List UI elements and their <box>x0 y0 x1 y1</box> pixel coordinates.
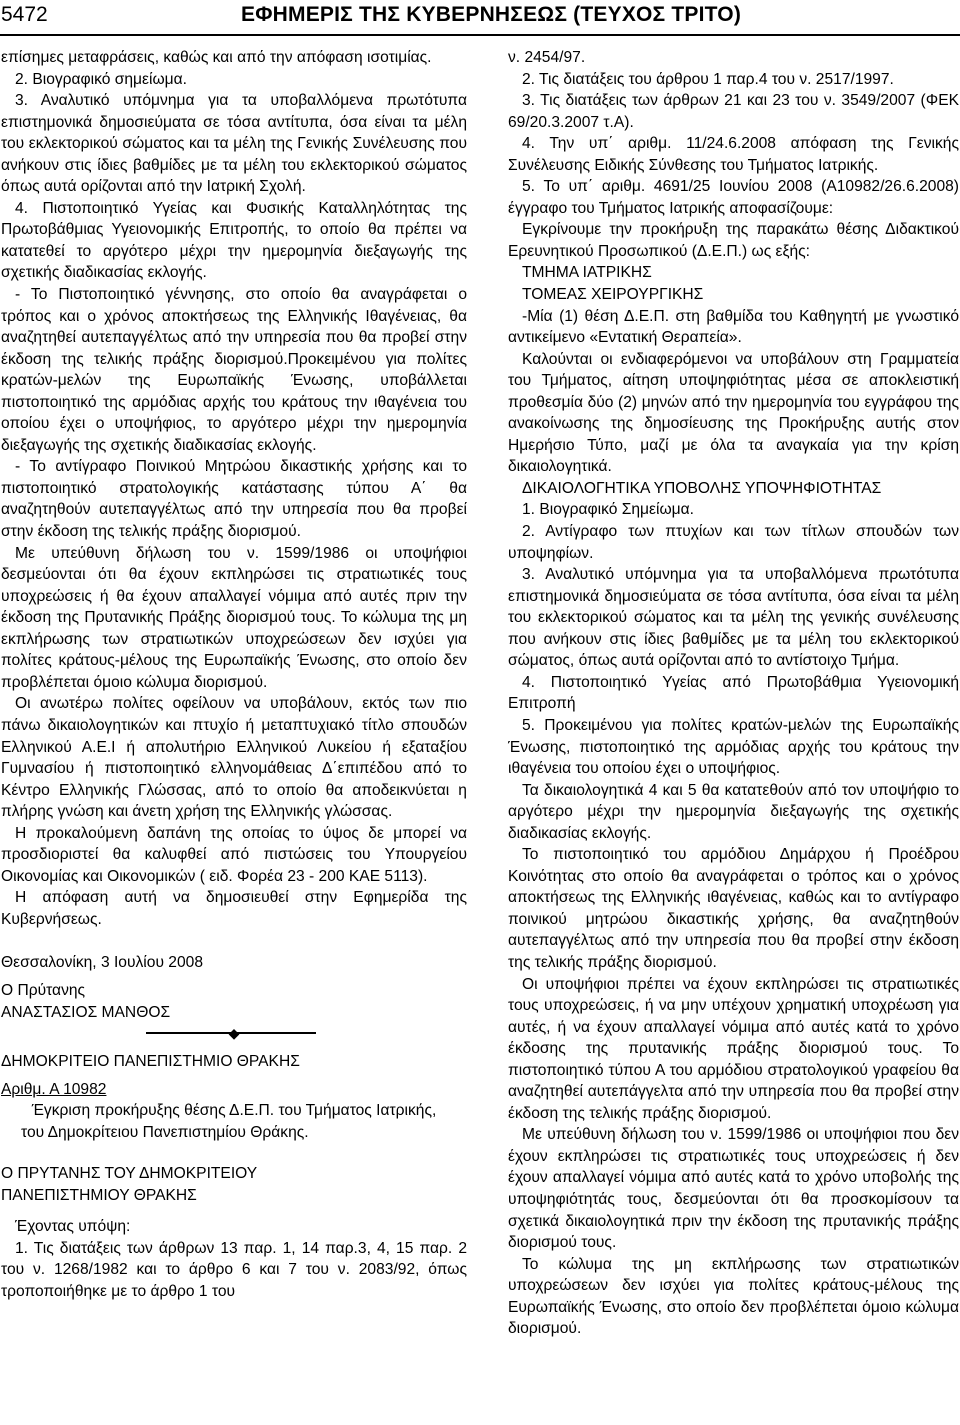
diamond-icon: ◆ <box>228 1025 240 1042</box>
list-item: 1. Βιογραφικό Σημείωμα. <box>522 501 694 519</box>
signer-role: Ο Πρύτανης <box>1 981 86 999</box>
header-rule <box>0 34 960 36</box>
paragraph: Καλούνται οι ενδιαφερόμενοι να υποβάλουν στη Γραμματεία του Τμήματος, αίτηση υποψηφιότητας μέσα σε αποκλειστική προθεσμία δύο (2) μηνών από την ημερομηνία του εγγράφου της ανακοίνωσης της δημοσίευσης της Προκήρυξης αυτής στον Ημερήσιο Τύπο, μαζί με όλα τα αναγκαία για την κρίση δικαιολογητικά. <box>508 350 959 476</box>
paragraph: 4. Την υπ΄ αριθμ. 11/24.6.2008 απόφαση της Γενικής Συνέλευσης Ειδικής Σύνθεσης του Τμήματος Ιατρικής. <box>508 135 959 174</box>
signer-name: ΑΝΑΣΤΑΣΙΟΣ ΜΑΝΘΟΣ <box>1 1003 171 1021</box>
authority-line: ΠΑΝΕΠΙΣΤΗΜΙΟΥ ΘΡΑΚΗΣ <box>1 1186 197 1204</box>
paragraph: - Το Πιστοποιητικό γέννησης, στο οποίο θα αναγράφεται ο τρόπος και ο χρόνος αποκτήσεως της Ελληνικής Ιθαγένειας, θα αναζητηθεί αυτεπαγγέλτως από την υπηρεσία που θα προβεί στην έκδοση της τελικής πράξης διορισμού.Προκειμένου για πολίτες κρατών-μελών της Ευρωπαϊκής Ένωσης, υποβάλλεται πιστοποιητικό της αρμόδιας αρχής του κράτους την ιθαγένεια του οποίου έχει ο υποψήφιος, το αργότερο μέχρι την ημερομηνία διεξαγωγής της σχετικής διαδικασίας εκλογής. <box>1 286 467 454</box>
page-number: 5472 <box>1 3 48 26</box>
paragraph: Το πιστοποιητικό του αρμόδιου Δημάρχου ή Προέδρου Κοινότητας στο οποίο θα αναγράφεται ο τρόπος και ο χρόνος αποκτήσεως της Ελληνικής ιθαγένειας, καθώς και το αντίγραφο ποινικού μητρώου δικαστικής χρήσης, θα αναζητηθούν αυτεπαγγέλτως από την υπηρεσία που θα προβεί στην έκδοση της τελικής πράξης διορισμού. <box>508 846 959 971</box>
gazette-title: ΕΦΗΜΕΡΙΣ ΤΗΣ ΚΥΒΕΡΝΗΣΕΩΣ (ΤΕΥΧΟΣ ΤΡΙΤΟ) <box>241 3 742 26</box>
decision-number <box>1 1079 467 1101</box>
paragraph: Οι ανωτέρω πολίτες οφείλουν να υποβάλουν, εκτός των πιο πάνω δικαιολογητικών και πτυχίο ή μεταπτυχιακό τίτλο σπουδών Ελληνικού Α.Ε.Ι ή απολυτήριο Ελληνικού Λυκείου ή εξαταξίου Γυμνασίου ή πιστοποιητικό ελληνομάθειας Δ΄επιπέδου από το Κέντρο Ελληνικής Γλώσσας, από το οποίο θα αποδεικνύεται η πλήρης γνώση και άνετη χρήση της Ελληνικής γλώσσας. <box>1 695 467 821</box>
page-header <box>0 0 960 40</box>
paragraph: Η προκαλούμενη δαπάνη της οποίας το ύψος δε μπορεί να προσδιοριστεί θα καλυφθεί από πιστώσεις του Υπουργείου Οικονομίας και Οικονομικών ( ειδ. Φορέα 23 - 200 ΚΑΕ 5113). <box>1 824 467 885</box>
decision-number-text: Αριθμ. Α 10982 <box>1 1080 107 1098</box>
list-item: 3. Αναλυτικό υπόμνημα για τα υποβαλλόμενα πρωτότυπα επιστημονικά δημοσιεύματα σε τόσα αντίτυπα, όσα είναι τα μέλη του εκλεκτορικού σώματος και τα μέλη της γενικής συνέλευσης που ανήκουν στις ίδιες βαθμίδες με τα μέλη του εκλεκτορικού σώματος, όπως αυτά ορίζονται από το αντίστοιχο Τμήμα. <box>508 566 959 670</box>
paragraph: 3. Τις διατάξεις των άρθρων 21 και 23 του ν. 3549/2007 (ΦΕΚ 69/20.3.2007 τ.Α). <box>508 92 959 131</box>
paragraph: Με υπεύθυνη δήλωση του ν. 1599/1986 οι υποψήφιοι δεσμεύονται ότι θα έχουν εκπληρώσει τις στρατιωτικές τους υποχρεώσεις ή θα έχουν απαλλαγεί νόμιμα από αυτές πριν την έκδοση της Πρυτανικής Πράξης διορισμού τους. Το κώλυμα της μη εκπλήρωσης των στρατιωτικών υποχρεώσεων δεν ισχύει για πολίτες κράτους-μέλους της Ευρωπαϊκής Ένωσης, στο οποίο δεν προβλέπεται όμοιο κώλυμα διορισμού. <box>1 544 467 691</box>
paragraph: - Το αντίγραφο Ποινικού Μητρώου δικαστικής χρήσης και το πιστοποιητικό στρατολογικής κατάστασης τύπου Α΄ θα αναζητηθούν αυτεπαγγέλτως από την υπηρεσία που θα προβεί στην έκδοση της τελικής πράξης διορισμού. <box>1 458 467 541</box>
decision-subject: Έγκριση προκήρυξης θέσης Δ.Ε.Π. του Τμήματος Ιατρικής, του Δημοκρίτειου Πανεπιστημίου Θράκης. <box>21 1102 437 1141</box>
paragraph: Το κώλυμα της μη εκπλήρωσης των στρατιωτικών υποχρεώσεων δεν ισχύει για πολίτες κράτους-μέλους της Ευρωπαϊκής Ένωσης, στο οποίο δεν προβλέπεται όμοιο κώλυμα διορισμού. <box>508 1255 959 1338</box>
paragraph: 2. Βιογραφικό σημείωμα. <box>15 70 187 88</box>
paragraph: 2. Τις διατάξεις του άρθρου 1 παρ.4 του ν. 2517/1997. <box>522 70 894 88</box>
position-description: -Μία (1) θέση Δ.Ε.Π. στη βαθμίδα του Καθηγητή με γνωστικό αντικείμενο «Εντατική Θεραπεία». <box>508 307 959 347</box>
list-item: 4. Πιστοποιητικό Υγείας από Πρωτοβάθμια Υγειονομική Επιτροπή <box>508 673 959 713</box>
list-item: 2. Αντίγραφο των πτυχίων και των τίτλων σπουδών των υποψηφίων. <box>508 523 959 562</box>
institution-name: ΔΗΜΟΚΡΙΤΕΙΟ ΠΑΝΕΠΙΣΤΗΜΙΟ ΘΡΑΚΗΣ <box>1 1053 300 1071</box>
separator <box>1 1023 467 1043</box>
paragraph: 5. Το υπ΄ αριθμ. 4691/25 Ιουνίου 2008 (Α10982/26.6.2008) έγγραφο του Τμήματος Ιατρικής αποφασίζουμε: <box>508 178 959 217</box>
paragraph: Με υπεύθυνη δήλωση του ν. 1599/1986 οι υποψήφιοι που δεν έχουν εκπληρώσει τις στρατιωτικές τους υποχρεώσεις ή δεν έχουν απαλλαγεί νόμιμα από αυτές κατά το χρόνο υποβολής της υποψηφιότητάς τους, δεσμεύονται ότι θα προσκομίσουν τα σχετικά δικαιολογητικά πριν την έκδοση της πρυτανικής πράξης διορισμού τους. <box>508 1126 959 1252</box>
right-column <box>508 47 959 1340</box>
paragraph: ν. 2454/97. <box>508 49 586 66</box>
list-item: 5. Προκειμένου για πολίτες κρατών-μελών της Ευρωπαϊκής Ένωσης, πιστοποιητικό της αρμόδιας αρχής του κράτους την ιθαγένεια του οποίου έχει ο υποψήφιος. <box>508 716 959 778</box>
considering: Έχοντας υπόψη: <box>15 1218 131 1236</box>
authority-line: Ο ΠΡΥΤΑΝΗΣ ΤΟΥ ΔΗΜΟΚΡΙΤΕΙΟΥ <box>1 1165 258 1183</box>
sector-heading: ΤΟΜΕΑΣ ΧΕΙΡΟΥΡΓΙΚΗΣ <box>522 286 704 304</box>
paragraph: 1. Τις διατάξεις των άρθρων 13 παρ. 1, 14 παρ.3, 4, 15 παρ. 2 του ν. 1268/1982 και το άρθρο 6 και 7 του ν. 2083/92, όπως τροποποιήθηκε με το άρθρο 1 του <box>1 1239 467 1300</box>
documents-heading: ΔΙΚΑΙΟΛΟΓΗΤΙΚΑ ΥΠΟΒΟΛΗΣ ΥΠΟΨΗΦΙΟΤΗΤΑΣ <box>522 479 882 497</box>
paragraph: Τα δικαιολογητικά 4 και 5 θα κατατεθούν από τον υποψήφιο το αργότερο μέχρι την ημερομηνία διεξαγωγής της σχετικής διαδικασίας εκλογής. <box>508 781 959 842</box>
paragraph: Οι υποψήφιοι πρέπει να έχουν εκπληρώσει τις στρατιωτικές τους υποχρεώσεις, ή να μην υπέχουν χρηματική υποχρέωση για αυτές, ή να έχουν απαλλαγεί νόμιμα από αυτές κατά το χρόνο έκδοσης της πρυτανικής πράξης διορισμού τους. Το πιστοποιητικό τύπου Α του αρμόδιου στρατολογικού γραφείου θα αναζητηθεί αυτεπάγγελτα από την υπηρεσία που θα προβεί στην έκδοση της τελικής πράξης διορισμού. <box>508 975 959 1122</box>
paragraph: Η απόφαση αυτή να δημοσιευθεί στην Εφημερίδα της Κυβερνήσεως. <box>1 889 467 928</box>
paragraph: 4. Πιστοποιητικό Υγείας και Φυσικής Καταλληλότητας της Πρωτοβάθμιας Υγειονομικής Επιτροπής, το οποίο θα πρέπει να κατατεθεί το αργότερο μέχρι την ημερομηνία διεξαγωγής της σχετικής διαδικασίας εκλογής. <box>1 199 467 282</box>
paragraph: Εγκρίνουμε την προκήρυξη της παρακάτω θέσης Διδακτικού Ερευνητικού Προσωπικού (Δ.Ε.Π.) ως εξής: <box>508 221 959 260</box>
paragraph: επίσημες μεταφράσεις, καθώς και από την απόφαση ισοτιμίας. <box>1 49 432 66</box>
paragraph: 3. Αναλυτικό υπόμνημα για τα υποβαλλόμενα πρωτότυπα επιστημονικά δημοσιεύματα σε τόσα αντίτυπα, όσα είναι τα μέλη του εκλεκτορικού σώματος και τα μέλη της Γενικής Συνέλευσης που ανήκουν στις ίδιες βαθμίδες με τα μέλη του εκλεκτορικού σώματος όπως αυτά ορίζονται από την Ιατρική Σχολή. <box>1 92 467 196</box>
left-column <box>1 47 467 1303</box>
department-heading: ΤΜΗΜΑ ΙΑΤΡΙΚΗΣ <box>522 264 652 282</box>
place-date: Θεσσαλονίκη, 3 Ιουλίου 2008 <box>1 954 203 972</box>
